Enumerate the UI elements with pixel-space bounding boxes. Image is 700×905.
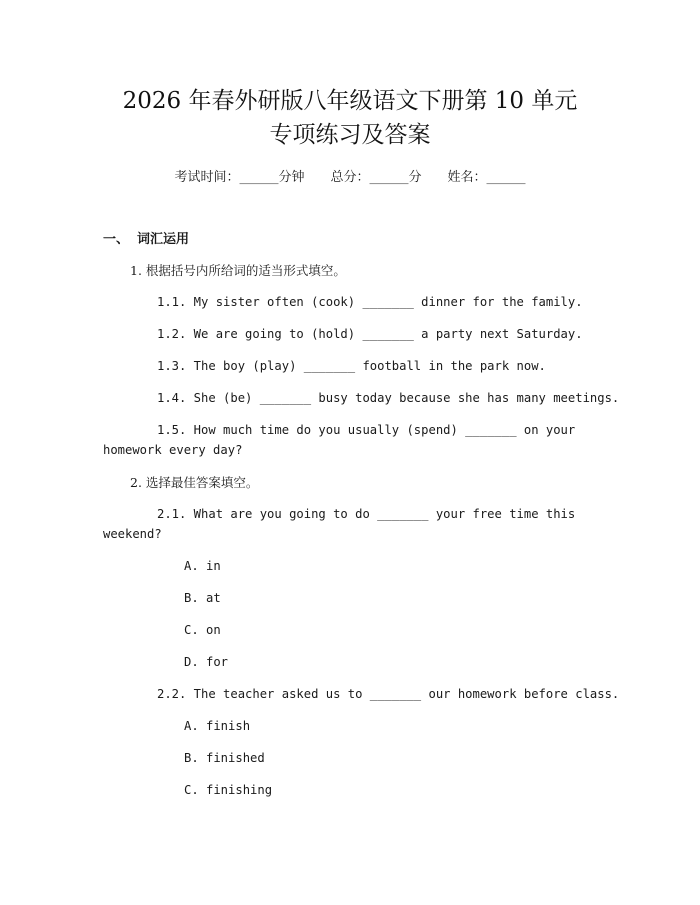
question-2-stem: 2. 选择最佳答案填空。	[130, 475, 259, 490]
question-1-1: 1.1. My sister often (cook) _______ dinner for the family.	[157, 295, 583, 309]
exam-meta	[0, 168, 700, 188]
exam-time-field: 考试时间：______分钟	[174, 170, 305, 185]
page-title-line1: 2026 年春外研版八年级语文下册第 10 单元	[122, 88, 578, 114]
question-2-2: 2.2. The teacher asked us to _______ our homework before class.	[157, 687, 620, 701]
total-score-field: 总分：______分	[330, 170, 422, 185]
section-number: 一、	[103, 232, 130, 247]
question-2-1: 2.1. What are you going to do _______ your free time this	[157, 507, 576, 521]
section-title: 词汇运用	[137, 232, 190, 247]
section-heading	[103, 230, 189, 250]
question-1-4: 1.4. She (be) _______ busy today because she has many meetings.	[157, 391, 620, 405]
question-1-5-continued: homework every day?	[103, 443, 243, 457]
option-2-2-a: A. finish	[184, 719, 251, 733]
option-2-1-d: D. for	[184, 655, 229, 669]
question-1-3: 1.3. The boy (play) _______ football in the park now.	[157, 359, 546, 373]
question-1-stem: 1. 根据括号内所给词的适当形式填空。	[130, 263, 346, 278]
option-2-2-c: C. finishing	[184, 783, 273, 797]
question-1-2: 1.2. We are going to (hold) _______ a party next Saturday.	[157, 327, 583, 341]
page-title-line2: 专项练习及答案	[269, 122, 431, 148]
option-2-1-b: B. at	[184, 591, 221, 605]
question-2-1-continued: weekend?	[103, 527, 162, 541]
student-name-field: 姓名：______	[447, 170, 526, 185]
option-2-2-b: B. finished	[184, 751, 265, 765]
option-2-1-c: C. on	[184, 623, 221, 637]
option-2-1-a: A. in	[184, 559, 221, 573]
question-1-5: 1.5. How much time do you usually (spend) _______ on your	[157, 423, 576, 437]
